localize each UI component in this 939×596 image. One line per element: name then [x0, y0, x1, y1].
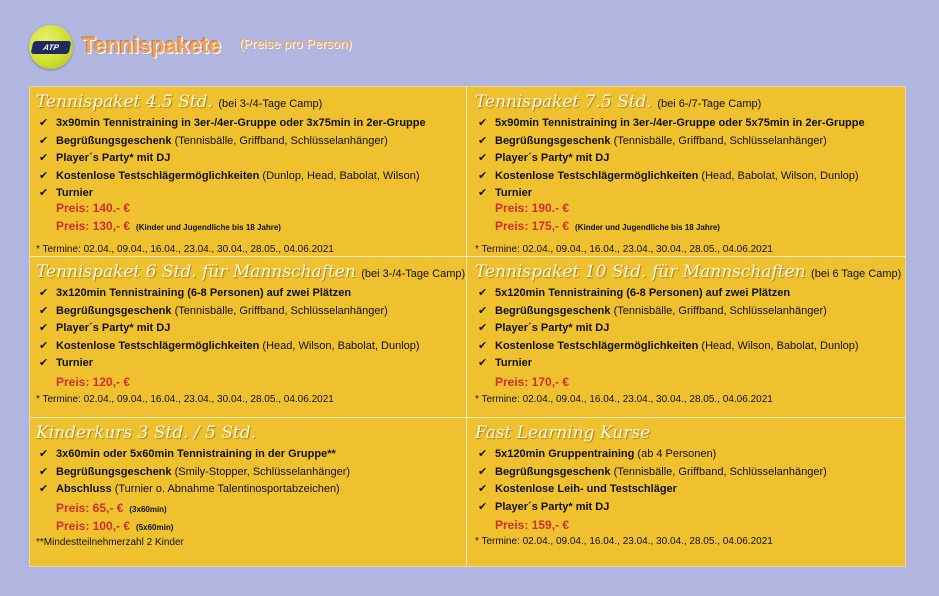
list-item: ✔ 5x90min Tennistraining in 3er-/4er-Gruppe oder 5x75min in 2er-Gruppe	[478, 117, 865, 129]
tennis-ball-logo-icon	[29, 25, 73, 69]
price: Preis: 120,- €	[56, 374, 131, 389]
list-item: ✔ Player´s Party* mit DJ	[478, 322, 610, 335]
checkmark-icon: ✔	[478, 304, 488, 317]
grid-divider	[30, 417, 905, 418]
checkmark-icon: ✔	[478, 465, 488, 478]
package-note: (bei 3-/4-Tage Camp)	[218, 98, 323, 110]
checkmark-icon: ✔	[478, 483, 488, 496]
checkmark-icon: ✔	[39, 339, 49, 352]
termine-note: * Termine: 02.04., 09.04., 16.04., 23.04., 30.04., 28.05., 04.06.2021	[36, 393, 334, 405]
checkmark-icon: ✔	[39, 187, 49, 200]
package-note: (bei 3-/4-Tage Camp)	[361, 268, 466, 280]
grid-divider	[30, 256, 905, 257]
list-item: ✔ Kostenlose Leih- und Testschläger	[478, 483, 677, 496]
price: Preis: 175,- € (Kinder und Jugendliche bis 18 Jahre)	[495, 218, 720, 233]
list-item: ✔ 5x120min Tennistraining (6-8 Personen) auf zwei Plätzen	[478, 287, 791, 299]
checkmark-icon: ✔	[478, 134, 488, 147]
package-items	[475, 447, 827, 514]
list-item: ✔ Begrüßungsgeschenk (Tennisbälle, Griffband, Schlüsselanhänger)	[478, 465, 827, 478]
grid-divider	[466, 87, 467, 566]
checkmark-icon: ✔	[478, 169, 488, 182]
checkmark-icon: ✔	[478, 287, 488, 299]
package-card-tennis-10-mannschaften	[475, 262, 901, 406]
list-item: ✔ 3x120min Tennistraining (6-8 Personen) auf zwei Plätzen	[39, 287, 352, 299]
package-items	[36, 447, 350, 496]
checkmark-icon: ✔	[478, 322, 488, 335]
list-item: ✔ Begrüßungsgeschenk (Tennisbälle, Griffband, Schlüsselanhänger)	[478, 304, 827, 317]
termine-note: * Termine: 02.04., 09.04., 16.04., 23.04., 30.04., 28.05., 04.06.2021	[475, 393, 773, 405]
price: Preis: 130,- € (Kinder und Jugendliche bis 18 Jahre)	[56, 218, 281, 233]
package-items	[475, 116, 865, 200]
price: Preis: 190.- €	[495, 200, 570, 215]
checkmark-icon: ✔	[39, 152, 49, 165]
package-card-tennis-4-5	[36, 92, 426, 256]
list-item: ✔ Turnier	[478, 357, 533, 370]
checkmark-icon: ✔	[39, 287, 49, 299]
checkmark-icon: ✔	[478, 357, 488, 370]
list-item: ✔ Player´s Party* mit DJ	[39, 152, 171, 165]
package-card-tennis-7-5	[475, 92, 865, 256]
checkmark-icon: ✔	[478, 500, 488, 513]
checkmark-icon: ✔	[39, 357, 49, 370]
termine-note: * Termine: 02.04., 09.04., 16.04., 23.04., 30.04., 28.05., 04.06.2021	[36, 243, 334, 255]
list-item: ✔ Turnier	[39, 187, 94, 200]
checkmark-icon: ✔	[39, 483, 49, 496]
checkmark-icon: ✔	[478, 117, 488, 129]
checkmark-icon: ✔	[39, 169, 49, 182]
package-note: (bei 6-/7-Tage Camp)	[657, 98, 762, 110]
checkmark-icon: ✔	[478, 152, 488, 165]
package-title: Tennispaket 4.5 Std. (bei 3-/4-Tage Camp)	[36, 92, 323, 112]
list-item: ✔ Kostenlose Testschlägermöglichkeiten (Head, Wilson, Babolat, Dunlop)	[39, 339, 420, 352]
checkmark-icon: ✔	[39, 448, 49, 460]
package-card-fast-learning	[475, 423, 827, 548]
list-item: ✔ Begrüßungsgeschenk (Tennisbälle, Griffband, Schlüsselanhänger)	[39, 304, 388, 317]
package-title: Fast Learning Kurse	[475, 423, 651, 443]
list-item: ✔ Begrüßungsgeschenk (Smily-Stopper, Schlüsselanhänger)	[39, 465, 351, 478]
list-item: ✔ Player´s Party* mit DJ	[39, 322, 171, 335]
package-title: Kinderkurs 3 Std. / 5 Std.	[36, 423, 257, 443]
price: Preis: 170,- €	[495, 374, 570, 389]
package-card-kinderkurs	[36, 423, 350, 549]
package-items	[36, 286, 465, 370]
checkmark-icon: ✔	[39, 322, 49, 335]
checkmark-icon: ✔	[478, 339, 488, 352]
page-subtitle: (Preise pro Person)	[239, 36, 352, 51]
list-item: ✔ Player´s Party* mit DJ	[478, 500, 610, 513]
list-item: ✔ Kostenlose Testschlägermöglichkeiten (Head, Babolat, Wilson, Dunlop)	[478, 169, 859, 182]
package-items	[36, 116, 426, 200]
price: Preis: 100,- € (5x60min)	[56, 518, 174, 533]
termine-note: * Termine: 02.04., 09.04., 16.04., 23.04., 30.04., 28.05., 04.06.2021	[475, 536, 773, 548]
termine-note: **Mindestteilnehmerzahl 2 Kinder	[36, 536, 184, 548]
package-title: Tennispaket 10 Std. für Mannschaften (bei 6 Tage Camp)	[475, 262, 902, 282]
package-note: (bei 6 Tage Camp)	[811, 268, 902, 280]
package-title: Tennispaket 6 Std. für Mannschaften (bei 3-/4-Tage Camp)	[36, 262, 466, 282]
price: Preis: 65,- € (3x60min)	[56, 500, 167, 515]
package-title: Tennispaket 7.5 Std. (bei 6-/7-Tage Camp)	[475, 92, 762, 112]
list-item: ✔ Begrüßungsgeschenk (Tennisbälle, Griffband, Schlüsselanhänger)	[39, 134, 388, 147]
list-item: ✔ Turnier	[478, 187, 533, 200]
list-item: ✔ Begrüßungsgeschenk (Tennisbälle, Griffband, Schlüsselanhänger)	[478, 134, 827, 147]
list-item: ✔ Turnier	[39, 357, 94, 370]
list-item: ✔ Abschluss (Turnier o. Abnahme Talentinosportabzeichen)	[39, 483, 340, 496]
price: Preis: 159,- €	[495, 518, 570, 533]
package-card-tennis-6-mannschaften	[36, 262, 465, 406]
list-item: ✔ Kostenlose Testschlägermöglichkeiten (Head, Wilson, Babolat, Dunlop)	[478, 339, 859, 352]
list-item: ✔ 3x90min Tennistraining in 3er-/4er-Gruppe oder 3x75min in 2er-Gruppe	[39, 117, 426, 129]
page-title: Tennispakete	[82, 33, 221, 58]
price: Preis: 140.- €	[56, 200, 131, 215]
termine-note: * Termine: 02.04., 09.04., 16.04., 23.04., 30.04., 28.05., 04.06.2021	[475, 243, 773, 255]
list-item: ✔ 5x120min Gruppentraining (ab 4 Personen)	[478, 448, 717, 460]
checkmark-icon: ✔	[478, 187, 488, 200]
checkmark-icon: ✔	[478, 448, 488, 460]
checkmark-icon: ✔	[39, 465, 49, 478]
checkmark-icon: ✔	[39, 134, 49, 147]
list-item: ✔ Kostenlose Testschlägermöglichkeiten (Dunlop, Head, Babolat, Wilson)	[39, 169, 420, 182]
atp-logo-label: ATP	[31, 41, 72, 54]
list-item: ✔ Player´s Party* mit DJ	[478, 152, 610, 165]
package-grid	[29, 86, 906, 567]
list-item: ✔ 3x60min oder 5x60min Tennistraining in der Gruppe**	[39, 448, 336, 460]
package-items	[475, 286, 901, 370]
checkmark-icon: ✔	[39, 304, 49, 317]
checkmark-icon: ✔	[39, 117, 49, 129]
